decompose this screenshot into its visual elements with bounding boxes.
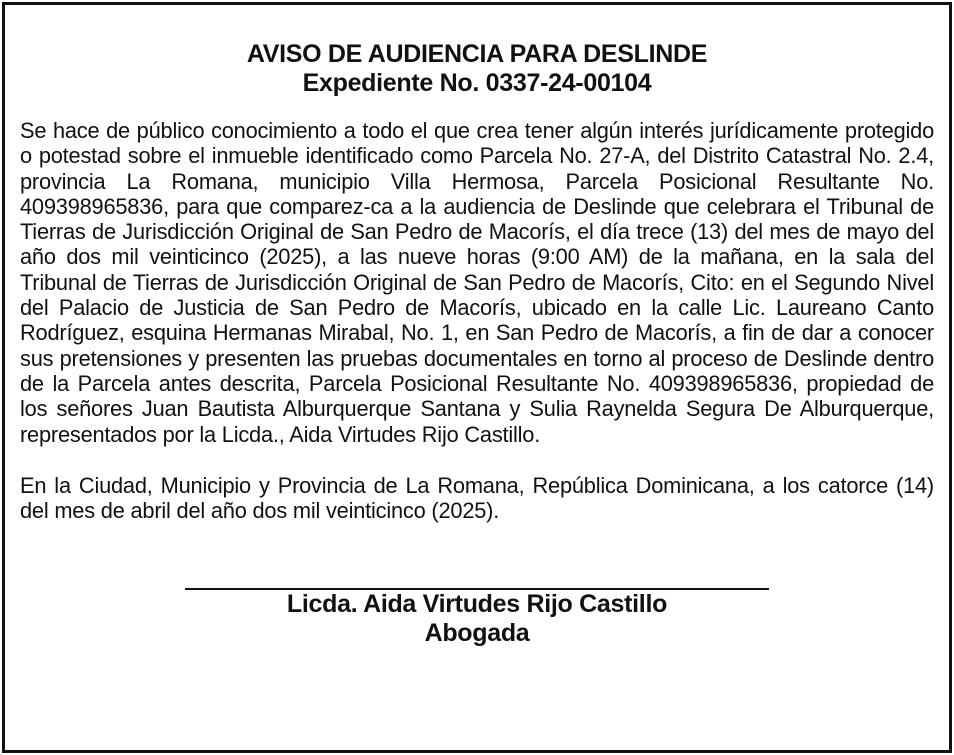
notice-paragraph-1: Se hace de público conocimiento a todo el que crea tener algún interés jurídicamente protegido o potestad sobre el inmueble identificado como Parcela No. 27-A, del Distrito Catastral No. 2.4, provincia La Romana, municipio Villa Hermosa, Parcela Posicional Resultante No. 409398965836, para que comparez-ca a la audiencia de Deslinde que celebrara el Tribunal de Tierras de Jurisdicción Original de San Pedro de Macorís, el día trece (13) del mes de mayo del año dos mil veinticinco (2025), a las nueve horas (9:00 AM) de la mañana, en la sala del Tribunal de Tierras de Jurisdicción Original de San Pedro de Macorís, Cito: en el Segundo Nivel del Palacio de Justicia de San Pedro de Macorís, ubicado en la calle Lic. Laureano Canto Rodríguez, esquina Hermanas Mirabal, No. 1, en San Pedro de Macorís, a fin de dar a conocer sus pretensiones y presenten las pruebas documentales en torno al proceso de Deslinde dentro de la Parcela antes descrita, Parcela Posicional Resultante No. 409398965836, propiedad de los señores Juan Bautista Alburquerque Santana y Sulia Raynelda Segura De Alburquerque, representados por la Licda., Aida Virtudes Rijo Castillo. <box>20 118 934 447</box>
signature-role: Abogada <box>424 619 530 647</box>
file-number: Expediente No. 0337-24-00104 <box>302 69 652 97</box>
notice-title: AVISO DE AUDIENCIA PARA DESLINDE <box>246 40 708 68</box>
notice-content <box>20 40 934 523</box>
signature-block <box>0 588 954 648</box>
signature-name: Licda. Aida Virtudes Rijo Castillo <box>286 590 668 618</box>
notice-paragraph-2: En la Ciudad, Municipio y Provincia de La Romana, República Dominicana, a los catorce (14) del mes de abril del año dos mil veinticinco (2025). <box>20 472 934 524</box>
